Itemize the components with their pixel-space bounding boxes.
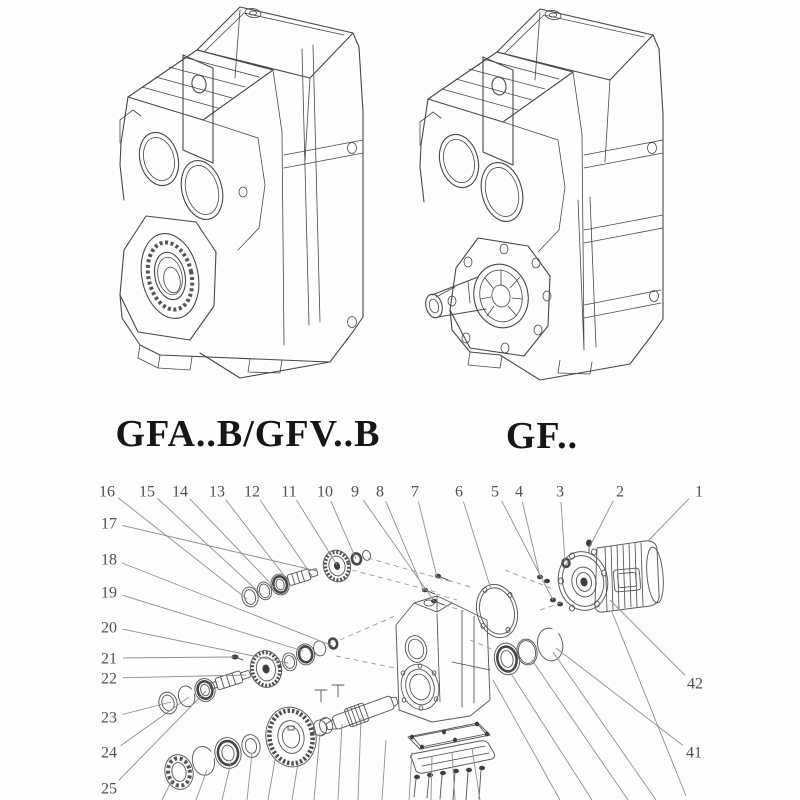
input-pinion-subassembly [240, 547, 372, 609]
bracket-plate [483, 12, 610, 165]
assembly-axis [336, 656, 395, 668]
output-shaft [323, 691, 400, 735]
leader-line-6 [463, 501, 491, 589]
left-edge [420, 99, 428, 202]
lifting-hole [191, 74, 208, 94]
leader-line-cutoff [162, 780, 172, 800]
nut [328, 638, 338, 649]
leader-line-41 [556, 648, 683, 745]
figure-left-gear-unit [120, 7, 363, 378]
leader-line-cutoff [510, 672, 592, 800]
washer [361, 549, 371, 561]
exploded-view [99, 484, 703, 800]
lifting-hole [491, 76, 508, 96]
part-number-7: 7 [411, 483, 419, 501]
part-number-15: 15 [139, 483, 155, 501]
roof-slab [197, 7, 353, 78]
figure-right-gear-unit [420, 9, 663, 380]
figure-label-right: GF.. [505, 415, 579, 457]
part-number-10: 10 [317, 483, 333, 501]
leader-line-5 [502, 501, 553, 600]
fin-deck [428, 52, 573, 122]
intermediate-subassembly [156, 638, 338, 716]
cutoff-leader-lines [162, 612, 686, 800]
leader-line-17 [123, 525, 317, 571]
part-number-8: 8 [376, 483, 384, 501]
motor-rear-cap [645, 546, 666, 603]
leader-line-42 [610, 600, 685, 675]
leader-line-cutoff [382, 740, 386, 800]
leader-line-24 [121, 697, 189, 746]
vent-plug [424, 600, 434, 606]
leader-line-12 [260, 500, 312, 576]
drive-motor [553, 541, 666, 615]
part-number-21: 21 [101, 650, 117, 668]
snap-ring [176, 684, 197, 708]
leader-line-3 [561, 502, 565, 562]
part-number-1: 1 [695, 483, 703, 501]
motor-body [595, 541, 659, 612]
part-number-41: 41 [686, 744, 702, 762]
upper-bore [402, 633, 429, 665]
part-number-18: 18 [101, 551, 117, 569]
leader-line-cutoff [292, 763, 298, 800]
inspection-bores [434, 122, 565, 252]
part-number-42: 42 [687, 675, 703, 693]
leader-line-16 [118, 498, 247, 599]
leader-line-9 [363, 500, 434, 601]
leader-line-14 [190, 499, 275, 588]
leader-line-7 [418, 502, 437, 577]
left-edge [120, 97, 128, 200]
right-column [500, 35, 663, 380]
leader-line-4 [522, 502, 540, 577]
part-number-5: 5 [491, 483, 499, 501]
side-bolt [239, 187, 247, 197]
roof-slab [497, 9, 653, 80]
oil-plug [244, 7, 261, 19]
leader-line-1 [648, 499, 689, 541]
leader-line-cutoff [358, 718, 361, 800]
leader-line-cutoff [553, 652, 656, 800]
leader-line-11 [297, 500, 337, 565]
part-number-2: 2 [616, 483, 624, 501]
part-number-13: 13 [209, 483, 225, 501]
part-number-11: 11 [281, 483, 297, 501]
gear-housing [396, 596, 490, 722]
assembly-axis [448, 580, 470, 587]
part-number-25: 25 [101, 780, 117, 798]
leader-line-22 [123, 675, 246, 678]
leader-line-cutoff [338, 724, 342, 800]
part-number-20: 20 [101, 619, 117, 637]
part-number-14: 14 [172, 483, 188, 501]
leader-line-2 [589, 501, 613, 548]
part-number-3: 3 [556, 483, 564, 501]
assembly-axis [444, 605, 464, 611]
right-column [200, 33, 363, 378]
part-number-22: 22 [101, 670, 117, 688]
leader-line-cutoff [247, 753, 252, 800]
part-number-12: 12 [244, 483, 260, 501]
part-number-4: 4 [515, 483, 523, 501]
part-number-16: 16 [99, 483, 115, 501]
part-number-17: 17 [101, 515, 117, 533]
snap-ring [534, 626, 565, 663]
output-shaft-subassembly [162, 685, 401, 792]
eye-bolts [315, 685, 344, 702]
leader-line-cutoff [409, 752, 412, 800]
pan-bolts [414, 766, 485, 800]
figure-label-left: GFA..B/GFV..B [115, 413, 381, 455]
snap-ring [190, 744, 218, 777]
leader-line-cutoff [431, 756, 432, 800]
base-gasket-and-pan [408, 722, 495, 800]
output-flange [448, 238, 551, 356]
assembly-axis [368, 558, 452, 582]
inspection-bores [134, 120, 265, 250]
part-number-9: 9 [351, 483, 359, 501]
adapter-gasket [471, 580, 524, 643]
assembly-axes [336, 558, 566, 668]
part-number-6: 6 [455, 483, 463, 501]
strap-bolt [648, 143, 657, 154]
strap-bolt [348, 143, 357, 154]
washer [240, 733, 262, 759]
splined-shaft [208, 668, 252, 692]
oil-plug [544, 9, 561, 21]
part-number-23: 23 [101, 709, 117, 727]
output-shaft [423, 277, 486, 320]
strap-bolt [348, 317, 357, 328]
hollow-shaft-bearing [120, 216, 216, 340]
leader-line-cutoff [532, 660, 628, 800]
leader-line-8 [386, 501, 424, 591]
bracket-plate [183, 10, 310, 163]
output-gear [261, 703, 321, 771]
lock-nut [351, 552, 363, 565]
part-callouts [99, 484, 703, 798]
assembly-axis [340, 615, 397, 640]
strap-bolt [650, 291, 659, 302]
part-number-24: 24 [101, 744, 117, 762]
splined-shaft [287, 566, 319, 585]
spacer [312, 716, 334, 737]
fin-deck [128, 50, 273, 120]
leader-line-21 [123, 657, 234, 658]
part-number-19: 19 [101, 584, 117, 602]
leader-line-cutoff [268, 760, 275, 800]
leader-line-cutoff [314, 733, 320, 800]
